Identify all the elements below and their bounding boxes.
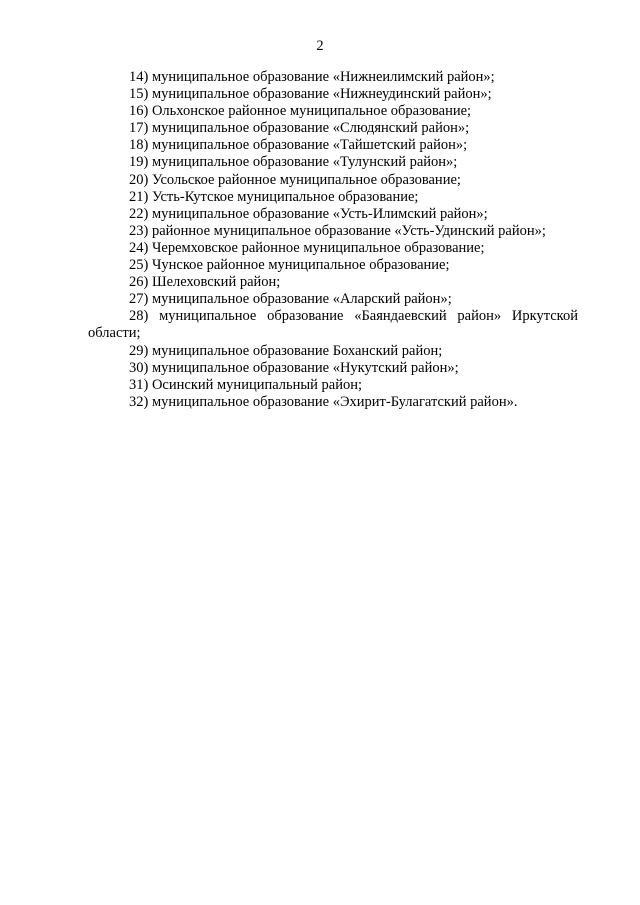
list-item: 18) муниципальное образование «Тайшетский район»;: [129, 137, 468, 154]
list-item: 32) муниципальное образование «Эхирит-Булагатский район».: [129, 393, 518, 410]
list-item: 17) муниципальное образование «Слюдянский район»;: [129, 120, 470, 137]
list-item: 14) муниципальное образование «Нижнеилимский район»;: [129, 69, 495, 85]
municipality-list: [88, 69, 578, 411]
list-item: 30) муниципальное образование «Нукутский район»;: [129, 359, 459, 376]
list-item: 20) Усольское районное муниципальное образование;: [129, 171, 461, 188]
list-item: 29) муниципальное образование Боханский район;: [129, 342, 443, 359]
list-item: 23) районное муниципальное образование «Усть-Удинский район»;: [129, 222, 546, 239]
list-item: 15) муниципальное образование «Нижнеудинский район»;: [129, 86, 492, 103]
list-item: 26) Шелеховский район;: [129, 274, 281, 291]
list-item: 16) Ольхонское районное муниципальное образование;: [129, 103, 472, 120]
page-number: 2: [316, 38, 324, 54]
list-item: 24) Черемховское районное муниципальное образование;: [129, 239, 485, 256]
list-item: 28) муниципальное образование «Баяндаевский район» Иркутской области;: [88, 308, 578, 342]
list-item: 25) Чунское районное муниципальное образование;: [129, 257, 450, 274]
list-item: 21) Усть-Кутское муниципальное образование;: [129, 188, 419, 205]
list-item: 22) муниципальное образование «Усть-Илимский район»;: [129, 205, 488, 222]
list-item: 27) муниципальное образование «Аларский район»;: [129, 291, 452, 308]
list-item: 31) Осинский муниципальный район;: [129, 376, 363, 393]
list-item: 19) муниципальное образование «Тулунский район»;: [129, 154, 458, 171]
